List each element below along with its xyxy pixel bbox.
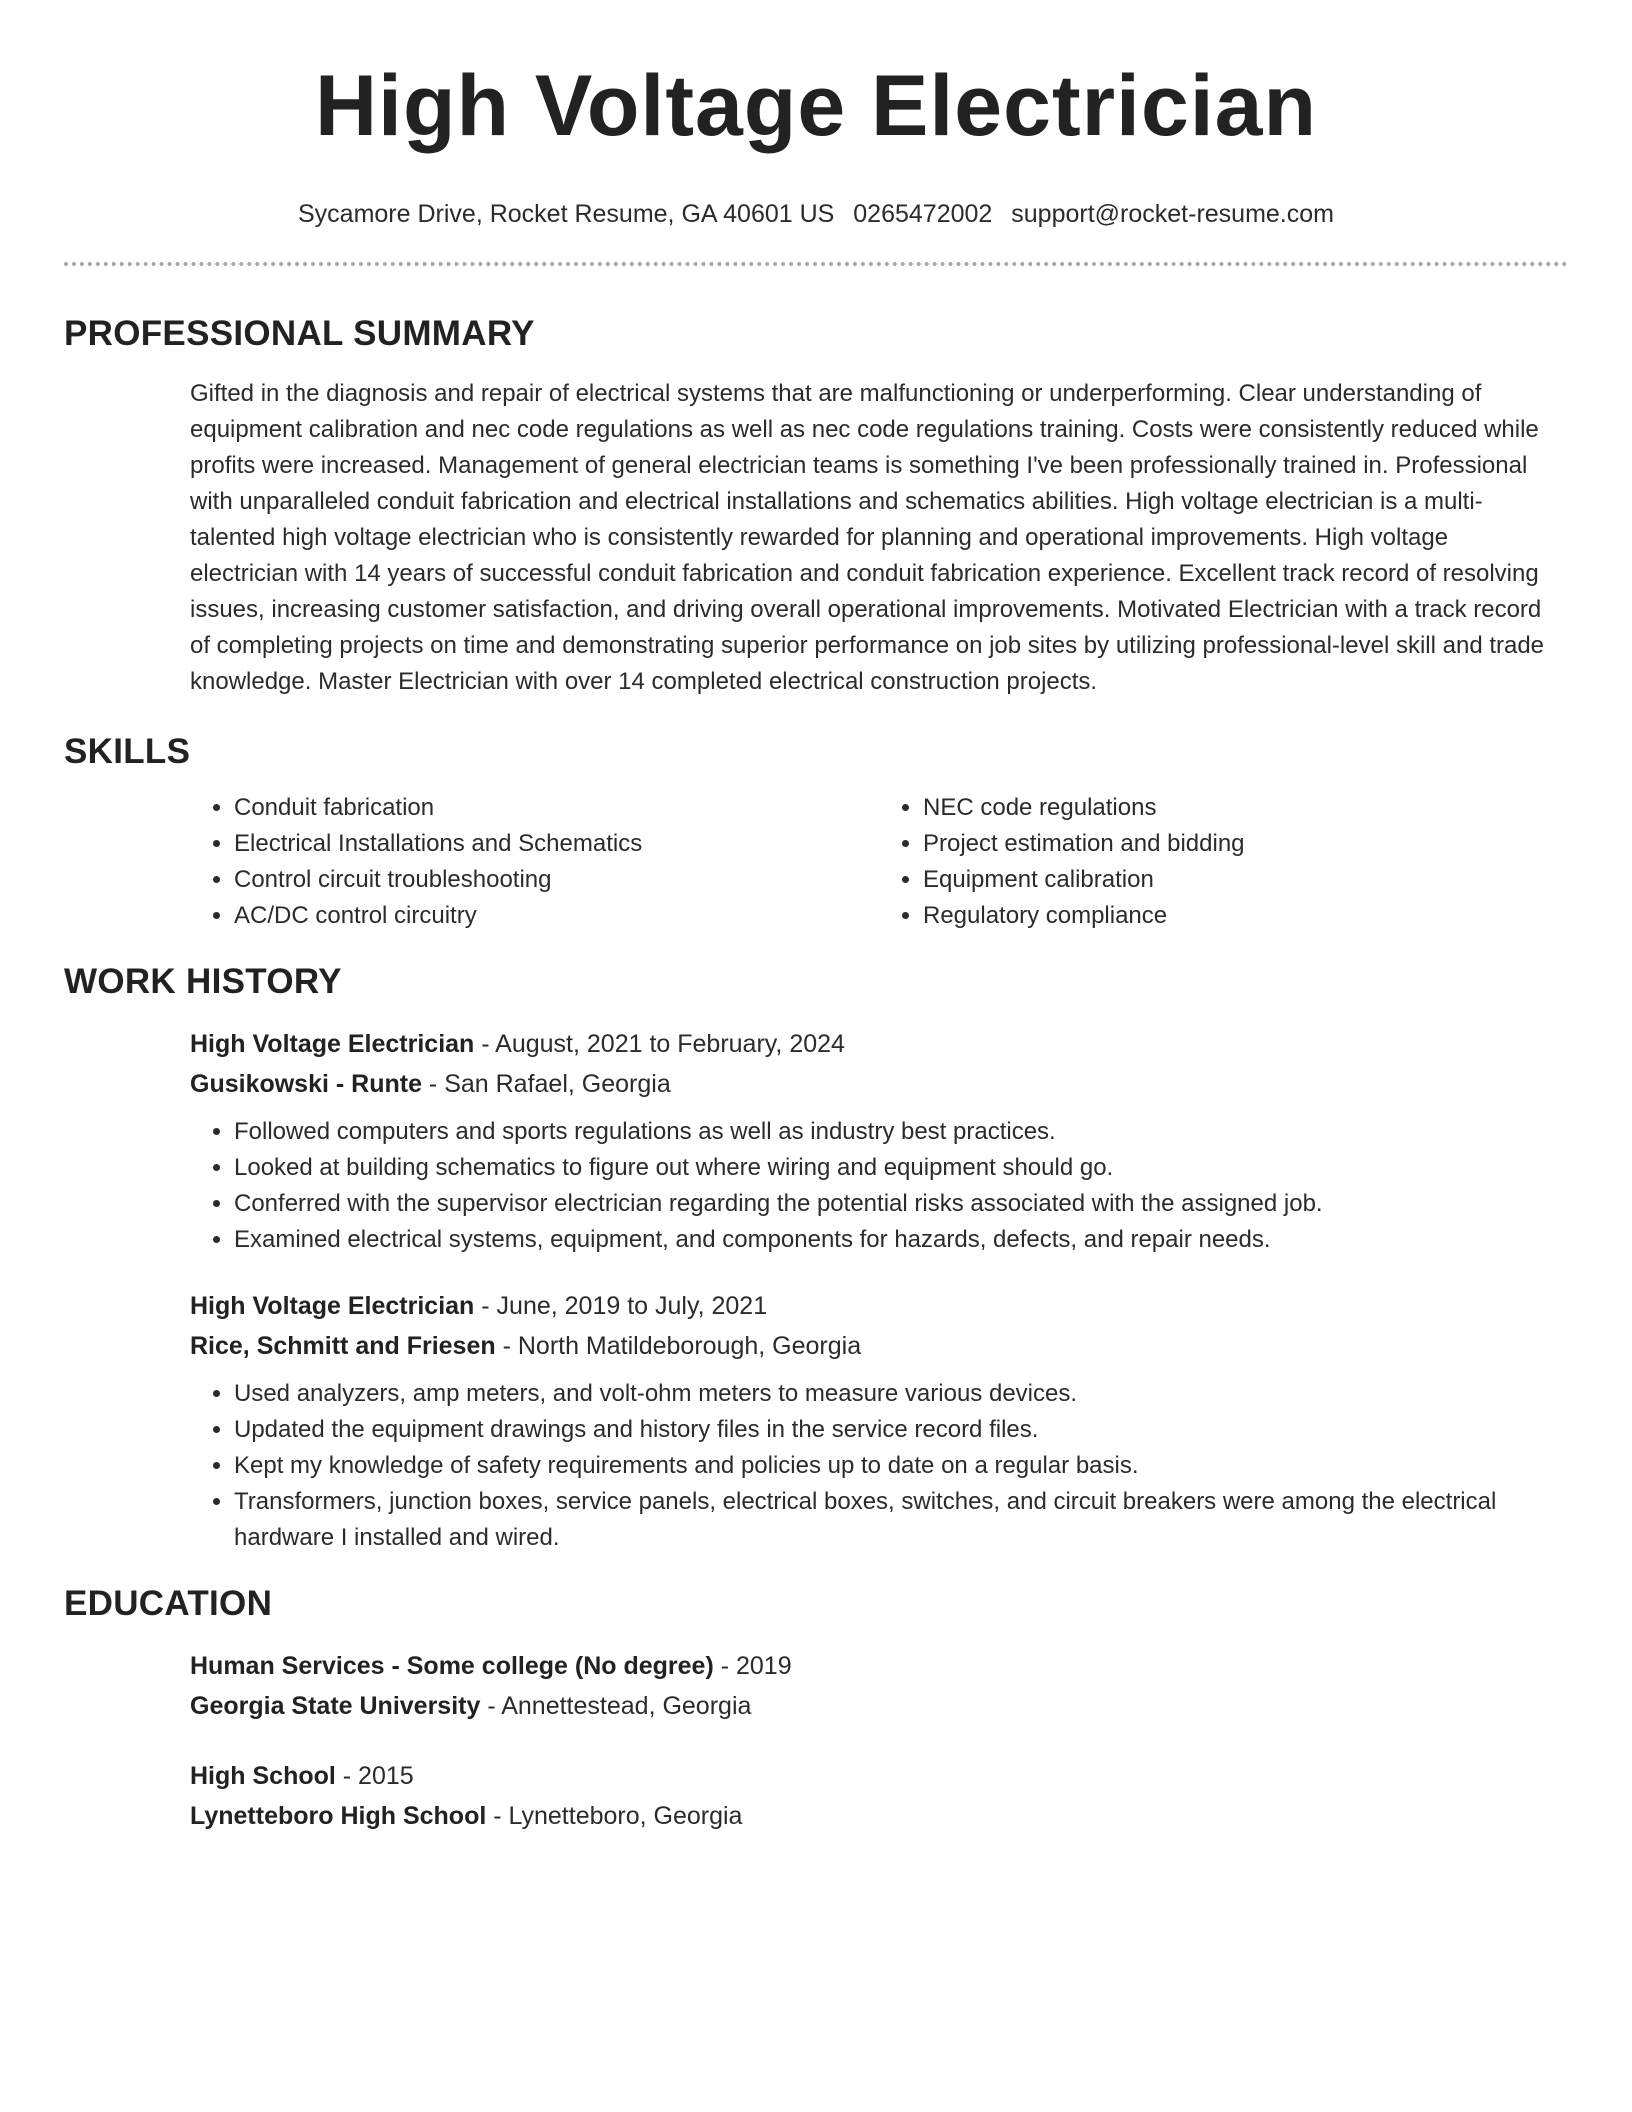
job-bullets [190,1114,1568,1258]
skill-item: • AC/DC control circuitry [234,898,879,934]
contact-phone: 0265472002 [853,200,993,228]
contact-address: Sycamore Drive, Rocket Resume, GA 40601 US [298,200,835,228]
candidate-name: High Voltage Electrician [314,58,1318,154]
skill-item: • NEC code regulations [923,790,1568,826]
job-entry [64,1286,1568,1556]
job-role: High Voltage Electrician [190,1292,475,1320]
education-entry [64,1646,1568,1726]
education-degree: High School [190,1762,336,1790]
skill-item: • Equipment calibration [923,862,1568,898]
education-degree-line [190,1756,1568,1796]
header-divider [64,262,1568,266]
job-bullet: • Looked at building schematics to figure out where wiring and equipment should go. [234,1150,1548,1186]
education-heading: EDUCATION [64,1584,273,1623]
job-bullet: • Examined electrical systems, equipment, and components for hazards, defects, and repair needs. [234,1222,1548,1258]
skills-column-left [190,790,879,934]
contact-line [64,198,1568,230]
education-school: Georgia State University [190,1692,481,1720]
job-company: Gusikowski - Runte [190,1070,422,1098]
summary-text: Gifted in the diagnosis and repair of electrical systems that are malfunctioning or underperforming. Clear understanding of equipment calibration and nec code regulations as well as nec code regulations training. Costs were consistently reduced while profits were increased. Management of general electrician teams is something I've been professionally trained in. Professional with unparalleled conduit fabrication and electrical installations and schematics abilities. High voltage electrician is a multi-talented high voltage electrician who is consistently rewarded for planning and operational improvements. High voltage electrician with 14 years of successful conduit fabrication and conduit fabrication experience. Excellent track record of resolving issues, increasing customer satisfaction, and driving overall operational improvements. Motivated Electrician with a track record of completing projects on time and demonstrating superior performance on job sites by utilizing professional-level skill and trade knowledge. Master Electrician with over 14 completed electrical construction projects. [190,380,1545,695]
job-title-line [190,1024,1568,1064]
job-bullet: • Followed computers and sports regulations as well as industry best practices. [234,1114,1548,1150]
education-year: - 2019 [713,1652,792,1680]
job-dates: - August, 2021 to February, 2024 [474,1030,845,1058]
job-bullet: • Conferred with the supervisor electrician regarding the potential risks associated with the assigned job. [234,1186,1548,1222]
education-year: - 2015 [335,1762,414,1790]
job-location: - North Matildeborough, Georgia [495,1332,862,1360]
job-company-line [190,1064,1568,1104]
skill-item: • Control circuit troubleshooting [234,862,879,898]
job-bullets [190,1376,1568,1556]
education-location: - Lynetteboro, Georgia [486,1802,743,1830]
skills-column-right [879,790,1568,934]
skill-item: • Regulatory compliance [923,898,1568,934]
job-location: - San Rafael, Georgia [421,1070,671,1098]
education-school-line [190,1686,1568,1726]
education-school-line [190,1796,1568,1836]
job-company: Rice, Schmitt and Friesen [190,1332,496,1360]
job-bullet: • Updated the equipment drawings and history files in the service record files. [234,1412,1548,1448]
education-degree: Human Services - Some college (No degree) [190,1652,714,1680]
job-entry [64,1024,1568,1258]
job-role: High Voltage Electrician [190,1030,475,1058]
skills-heading: SKILLS [64,732,191,771]
skill-item: • Project estimation and bidding [923,826,1568,862]
education-entry [64,1756,1568,1836]
summary-heading: PROFESSIONAL SUMMARY [64,314,535,353]
job-title-line [190,1286,1568,1326]
education-school: Lynetteboro High School [190,1802,487,1830]
job-dates: - June, 2019 to July, 2021 [474,1292,768,1320]
skills-grid [64,790,1568,934]
skill-item: • Electrical Installations and Schematics [234,826,879,862]
job-bullet: • Used analyzers, amp meters, and volt-ohm meters to measure various devices. [234,1376,1548,1412]
contact-email: support@rocket-resume.com [1011,200,1334,228]
education-degree-line [190,1646,1568,1686]
job-bullet: • Transformers, junction boxes, service panels, electrical boxes, switches, and circuit breakers were among the electrical hardware I installed and wired. [234,1484,1548,1556]
job-company-line [190,1326,1568,1366]
job-bullet: • Kept my knowledge of safety requirements and policies up to date on a regular basis. [234,1448,1548,1484]
education-location: - Annettestead, Georgia [480,1692,752,1720]
skill-item: • Conduit fabrication [234,790,879,826]
work-history-heading: WORK HISTORY [64,962,342,1001]
